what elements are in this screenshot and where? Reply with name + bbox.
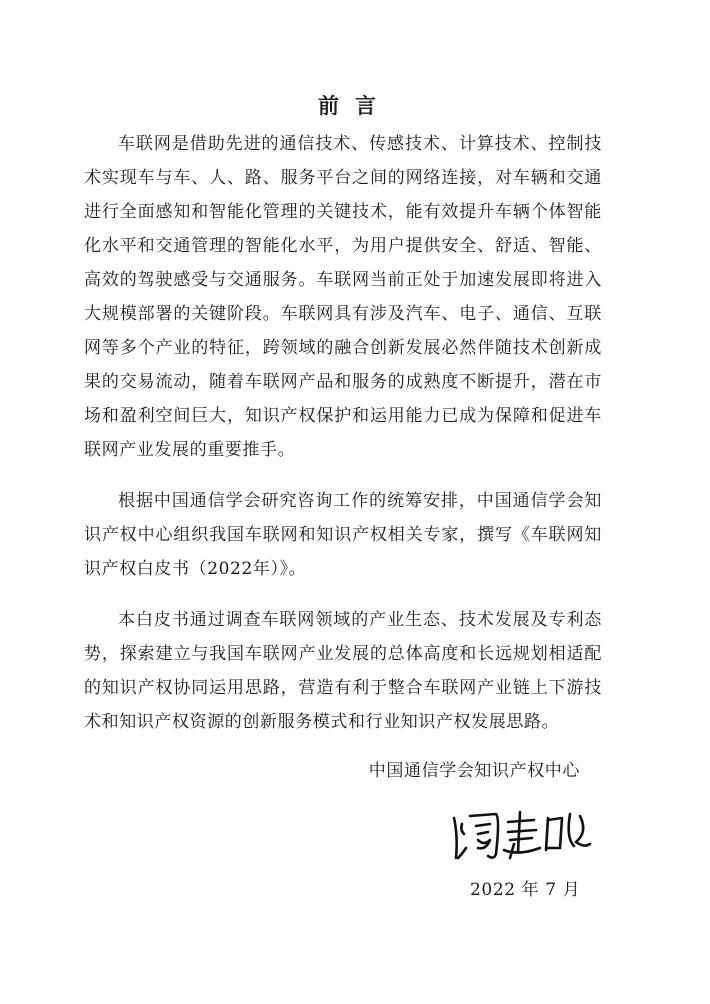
organization-name: 中国通信学会知识产权中心 xyxy=(368,761,580,781)
document-body xyxy=(84,127,602,756)
paragraph-2: 根据中国通信学会研究咨询工作的统筹安排，中国通信学会知识产权中心组织我国车联网和知识产权相关专家，撰写《车联网知识产权白皮书（2022年）》。 xyxy=(84,491,602,579)
document-date: 2022 年 7 月 xyxy=(470,880,581,900)
paragraph-1: 车联网是借助先进的通信技术、传感技术、计算技术、控制技术实现车与车、人、路、服务平台之间的网络连接，对车辆和交通进行全面感知和智能化管理的关键技术，能有效提升车辆个体智能化水平和交通管理的智能化水平，为用户提供安全、舒适、智能、高效的驾驶感受与交通服务。车联网当前正处于加速发展即将进入大规模部署的关键阶段。车联网具有涉及汽车、电子、通信、互联网等多个产业的特征，跨领域的融合创新发展必然伴随技术创新成果的交易流动，随着车联网产品和服务的成熟度不断提升，潜在市场和盈利空间巨大，知识产权保护和运用能力已成为保障和促进车联网产业发展的重要推手。 xyxy=(84,134,602,460)
paragraph-3: 本白皮书通过调查车联网领域的产业生态、技术发展及专利态势，探索建立与我国车联网产业发展的总体高度和长远规划相适配的知识产权协同运用思路，营造有利于整合车联网产业链上下游技术和知识产权资源的创新服务模式和行业知识产权发展思路。 xyxy=(84,610,602,732)
handwritten-signature xyxy=(448,808,593,864)
page-title: 前言 xyxy=(318,94,392,118)
